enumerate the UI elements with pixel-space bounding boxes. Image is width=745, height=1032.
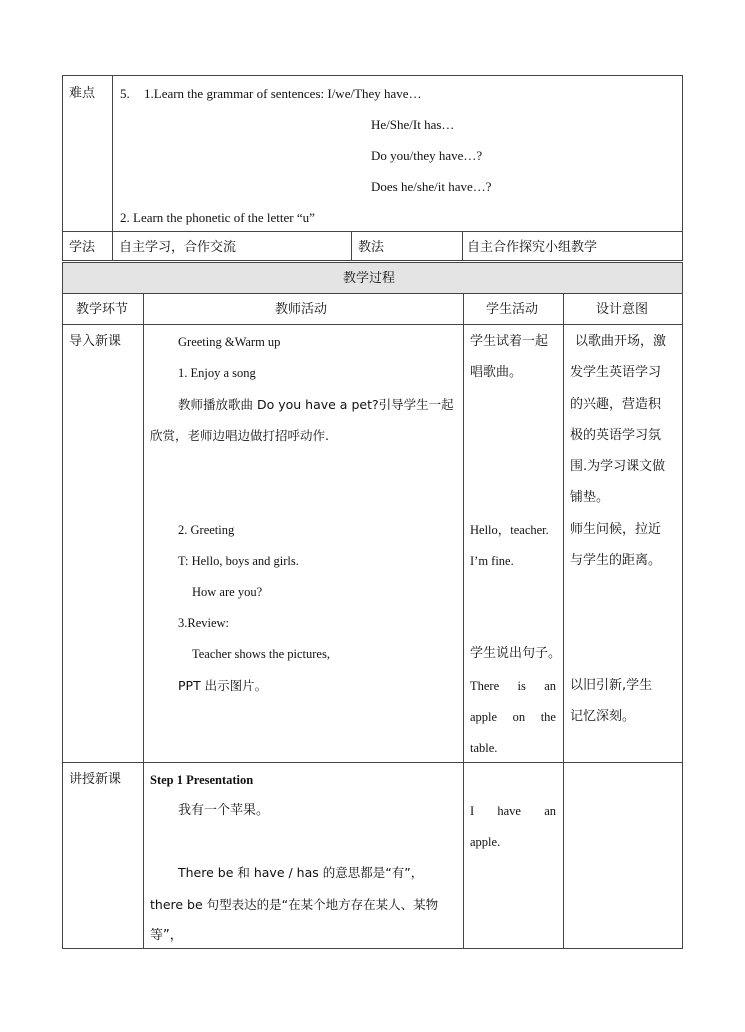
study-method-value: 自主学习，合作交流 <box>119 240 237 255</box>
teacher-activity-line: there be 句型表达的是“在某个地方存在某人、某物 <box>150 897 439 912</box>
column-header-stage: 教学环节 <box>76 302 129 317</box>
student-activity-line: table. <box>470 741 498 755</box>
teacher-activity-line: 2. Greeting <box>178 523 235 537</box>
column-header-student: 学生活动 <box>486 302 539 317</box>
column-header-teacher: 教师活动 <box>275 302 328 317</box>
design-intent-line: 与学生的距离。 <box>570 553 662 568</box>
design-intent-line: 记忆深刻。 <box>570 709 636 724</box>
student-word: the <box>540 710 556 724</box>
student-word: an <box>544 804 556 818</box>
study-method-label: 学法 <box>69 240 96 255</box>
student-word: is <box>517 679 526 693</box>
teacher-activity-line: 3.Review: <box>178 616 230 630</box>
process-title: 教学过程 <box>343 271 396 286</box>
teach-method-label: 教法 <box>358 240 385 255</box>
difficulty-line: Does he/she/it have…? <box>371 179 492 194</box>
student-activity-line: apple. <box>470 835 501 849</box>
difficulty-line: Do you/they have…? <box>371 148 483 163</box>
student-activity-line <box>470 678 556 694</box>
design-intent-line: 以旧引新,学生 <box>570 678 653 693</box>
student-word: an <box>544 679 556 693</box>
teacher-activity-line: 等”， <box>150 928 183 943</box>
student-word: apple <box>470 710 498 724</box>
column-header-intent: 设计意图 <box>596 302 649 317</box>
teacher-activity-line: How are you? <box>192 585 263 599</box>
teacher-activity-line: T: Hello, boys and girls. <box>178 554 299 568</box>
design-intent-line: 以歌曲开场，激 <box>575 334 667 349</box>
student-word: have <box>497 804 521 818</box>
teacher-activity-line: Greeting &Warm up <box>178 335 281 349</box>
difficulty-line: He/She/It has… <box>371 117 455 132</box>
teacher-activity-line: 1. Enjoy a song <box>178 366 256 380</box>
student-activity-line: I’m fine. <box>470 554 514 568</box>
design-intent-line: 发学生英语学习 <box>570 365 662 380</box>
design-intent-line: 铺垫。 <box>570 490 610 505</box>
teacher-activity-heading: Step 1 Presentation <box>150 773 254 787</box>
student-activity-line <box>470 709 556 725</box>
teach-method-value: 自主合作探究小组教学 <box>467 240 598 255</box>
teacher-activity-line: 教师播放歌曲 Do you have a pet?引导学生一起 <box>178 397 454 412</box>
design-intent-line: 师生问候，拉近 <box>570 522 662 537</box>
stage-label: 导入新课 <box>69 334 122 349</box>
teacher-activity-line: Teacher shows the pictures, <box>192 647 330 661</box>
design-intent-line: 围.为学习课文做 <box>570 459 666 474</box>
difficulty-line: 1.Learn the grammar of sentences: I/we/They have… <box>144 86 422 101</box>
student-activity-line: 唱歌曲。 <box>470 365 523 380</box>
student-activity-line: 学生试着一起 <box>470 334 549 349</box>
teacher-activity-line: 我有一个苹果。 <box>178 803 270 818</box>
teacher-activity-line: There be 和 have / has 的意思都是“有”， <box>178 865 424 880</box>
student-activity-line <box>470 803 556 819</box>
student-word: There <box>470 679 500 693</box>
design-intent-line: 的兴趣，营造积 <box>570 397 662 412</box>
teacher-activity-line: 欣赏，老师边唱边做打招呼动作. <box>150 428 329 443</box>
design-intent-line: 极的英语学习氛 <box>570 428 662 443</box>
difficulty-label: 难点 <box>69 86 96 101</box>
student-activity-line: Hello，teacher. <box>470 523 549 537</box>
student-word: on <box>512 710 526 724</box>
difficulty-line: 2. Learn the phonetic of the letter “u” <box>120 210 315 225</box>
teacher-activity-line: PPT 出示图片。 <box>178 678 268 693</box>
student-activity-line: 学生说出句子。 <box>470 646 562 661</box>
stage-label: 讲授新课 <box>69 772 122 787</box>
difficulty-number: 5. <box>120 86 130 101</box>
student-word: I <box>470 804 475 818</box>
